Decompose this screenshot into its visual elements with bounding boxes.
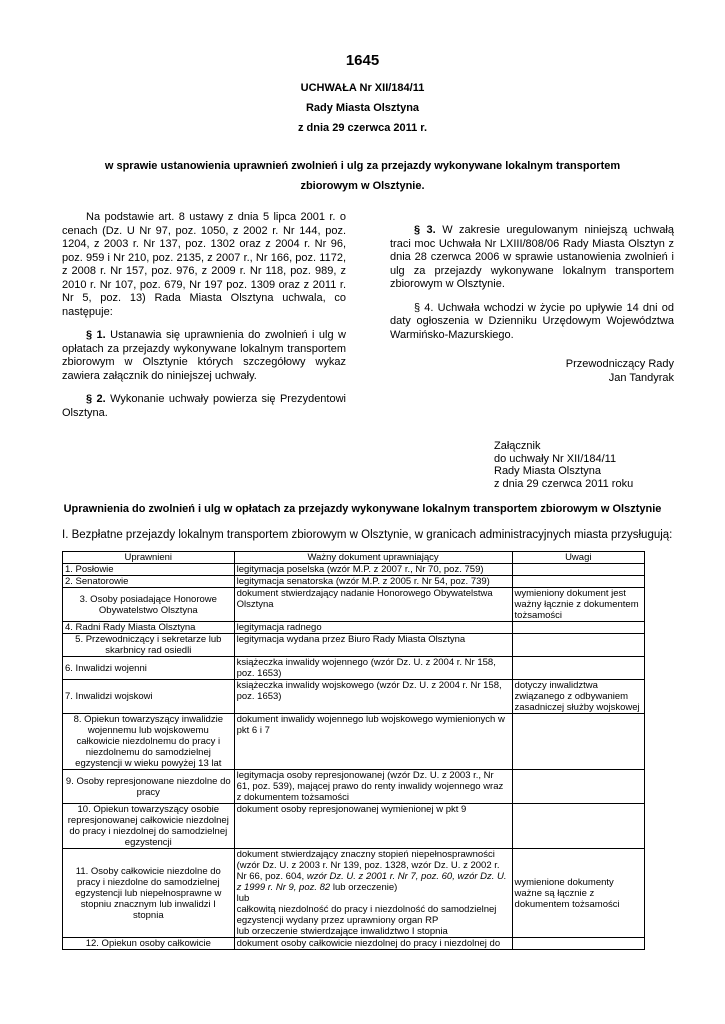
table-row [63,634,645,657]
cell-doc: dokument osoby represjonowanej wymienionej w pkt 9 [234,804,512,849]
table-row [63,657,645,680]
section-4: § 4. Uchwała wchodzi w życie po upływie 14 dni od daty ogłoszenia w Dzienniku Urzędowym Województwa Warmińsko-Mazurskiego. [390,301,674,341]
section-label: § 3. [414,224,436,236]
section-text: Ustanawia się uprawnienia do zwolnień i ulg w opłatach za przejazdy wykonywane lokalnym transportem zbiorowym w Olsztynie których szczegółowy wykaz zawiera załącznik do niniejszej uchwały. [62,329,346,382]
table-row [63,849,645,938]
section-text: Wykonanie uchwały powierza się Prezydentowi Olsztyna. [62,393,346,419]
cell-doc: legitymacja poselska (wzór M.P. z 2007 r., Nr 70, poz. 759) [234,564,512,576]
cell-doc: dokument osoby całkowicie niezdolnej do pracy i niezdolnej do [234,938,512,950]
cell-who: 3. Osoby posiadające Honorowe Obywatelstwo Olsztyna [63,588,235,622]
cell-doc [234,849,512,938]
subject-line: w sprawie ustanowienia uprawnień zwolnień i ulg za przejazdy wykonywane lokalnym transportem [104,160,621,172]
section-3 [390,224,674,292]
cell-who: 12. Opiekun osoby całkowicie [63,938,235,950]
doc-text: całkowitą niezdolność do pracy i niezdolność do samodzielnej egzystencji wydany przez uprawniony organ RP [236,904,497,926]
cell-doc: legitymacja wydana przez Biuro Rady Miasta Olsztyna [234,634,512,657]
cell-note [512,622,644,634]
cell-doc: legitymacja osoby represjonowanej (wzór Dz. U. z 2003 r., Nr 61, poz. 539), mającej prawo do renty inwalidy wojennego wraz z dokumentem tożsamości [234,770,512,804]
resolution-title: UCHWAŁA Nr XII/184/11 [300,82,425,94]
resolution-date: z dnia 29 czerwca 2011 r. [297,122,428,134]
column-header: Ważny dokument uprawniający [234,552,512,564]
cell-note [512,714,644,770]
table-row [63,770,645,804]
annex-heading: Uprawnienia do zwolnień i ulg w opłatach za przejazdy wykonywane lokalnym transportem zbiorowym w Olsztynie [63,503,662,515]
cell-note: wymienione dokumenty ważne są łącznie z dokumentem tożsamości [512,849,644,938]
cell-note [512,804,644,849]
cell-doc: legitymacja senatorska (wzór M.P. z 2005 r. Nr 54, poz. 739) [234,576,512,588]
cell-who: 9. Osoby represjonowane niezdolne do pracy [63,770,235,804]
column-header: Uprawnieni [63,552,235,564]
section-label: § 1. [86,329,106,341]
entitlements-table [62,551,645,950]
cell-who: 1. Posłowie [63,564,235,576]
annex-intro: I. Bezpłatne przejazdy lokalnym transportem zbiorowym w Olsztynie, w granicach administracyjnych miasta przysługują: [62,529,673,541]
section-1 [62,329,346,383]
section-2 [62,393,346,420]
resolution-subject [100,156,625,196]
table-row [63,804,645,849]
cell-doc: dokument stwierdzający nadanie Honorowego Obywatelstwa Olsztyna [234,588,512,622]
cell-who: 8. Opiekun towarzyszący inwalidzie wojennemu lub wojskowemu całkowicie niezdolnemu do pracy i niezdolnemu do samodzielnej egzystencji w wieku powyżej 13 lat [63,714,235,770]
signature-name: Jan Tandyrak [608,371,674,384]
right-column [390,224,674,385]
signature-role: Przewodniczący Rady [565,358,674,370]
doc-text: lub orzeczenie) [332,882,398,893]
cell-note [512,564,644,576]
annex-line: Załącznik [494,440,541,452]
cell-note [512,657,644,680]
table-header-row [63,552,645,564]
doc-text: dokument stwierdzający znaczny stopień niepełnosprawności (wzór Dz. U. z 2003 r. Nr 139, poz. 1328, wzór Dz. U. z 2002 r. Nr 66, poz. 604, [236,849,500,882]
table-row [63,622,645,634]
cell-note [512,634,644,657]
section-label: § 2. [86,393,106,405]
annex-line: z dnia 29 czerwca 2011 roku [494,477,634,490]
annex-reference [494,440,633,490]
subject-line: zbiorowym w Olsztynie. [300,180,425,192]
cell-who: 11. Osoby całkowicie niezdolne do pracy i niezdolne do samodzielnej egzystencji lub niepełnosprawne w stopniu znacznym lub inwalidzi I stopnia [63,849,235,938]
page-number: 1645 [345,52,380,69]
cell-note [512,770,644,804]
cell-who: 10. Opiekun towarzyszący osobie represjonowanej całkowicie niezdolnej do pracy i niezdolnej do samodzielnej egzystencji [63,804,235,849]
doc-text: lub orzeczenie stwierdzające inwalidztwo I stopnia [236,926,448,937]
cell-doc: książeczka inwalidy wojennego (wzór Dz. U. z 2004 r. Nr 158, poz. 1653) [234,657,512,680]
preamble: Na podstawie art. 8 ustawy z dnia 5 lipca 2001 r. o cenach (Dz. U Nr 97, poz. 1050, z 2002 r. Nr 144, poz. 1204, z 2003 r. Nr 137, poz. 1302 oraz z 2004 r. Nr 96, poz. 959 i Nr 210, poz. 2135, z 2007 r., Nr 166, poz. 1172, z 2008 r. Nr 157, poz. 976, z 2009 r. Nr 118, poz. 989, z 2010 r. Nr 107, poz. 679, Nr 197 poz. 1309 oraz z 2011 r. Nr 5, poz. 13) Rada Miasta Olsztyna uchwala, co następuje: [62,211,346,318]
cell-who: 6. Inwalidzi wojenni [63,657,235,680]
cell-note: wymieniony dokument jest ważny łącznie z dokumentem tożsamości [512,588,644,622]
cell-note [512,576,644,588]
cell-doc: dokument inwalidy wojennego lub wojskowego wymienionych w pkt 6 i 7 [234,714,512,770]
cell-doc: książeczka inwalidy wojskowego (wzór Dz. U. z 2004 r. Nr 158, poz. 1653) [234,680,512,714]
table-row [63,576,645,588]
table-row [63,564,645,576]
cell-who: 4. Radni Rady Miasta Olsztyna [63,622,235,634]
cell-note [512,938,644,950]
resolution-issuer: Rady Miasta Olsztyna [305,102,420,114]
left-column [62,211,346,430]
cell-who: 7. Inwalidzi wojskowi [63,680,235,714]
doc-text: lub [236,893,250,904]
doc-text-italic: wzór Dz. U. z 2001 r. Nr 7, poz. 60, wzór Dz. U. z 1999 r. Nr 9, poz. 82 [236,871,507,893]
cell-who: 5. Przewodniczący i sekretarze lub skarbnicy rad osiedli [63,634,235,657]
cell-doc: legitymacja radnego [234,622,512,634]
column-header: Uwagi [512,552,644,564]
cell-note: dotyczy inwalidztwa związanego z odbywaniem zasadniczej służby wojskowej [512,680,644,714]
table-row [63,938,645,950]
table-row [63,588,645,622]
cell-who: 2. Senatorowie [63,576,235,588]
section-text: W zakresie uregulowanym niniejszą uchwałą traci moc Uchwała Nr LXIII/808/06 Rady Miasta Olsztyn z dnia 28 czerwca 2006 w sprawie ustanowienia zwolnień i ulg za przejazdy wykonywane lokalnym transportem zbiorowym w Olsztynie. [390,224,674,290]
table-row [63,714,645,770]
annex-line: do uchwały Nr XII/184/11 [494,452,617,465]
annex-line: Rady Miasta Olsztyna [494,465,601,477]
table-row [63,680,645,714]
